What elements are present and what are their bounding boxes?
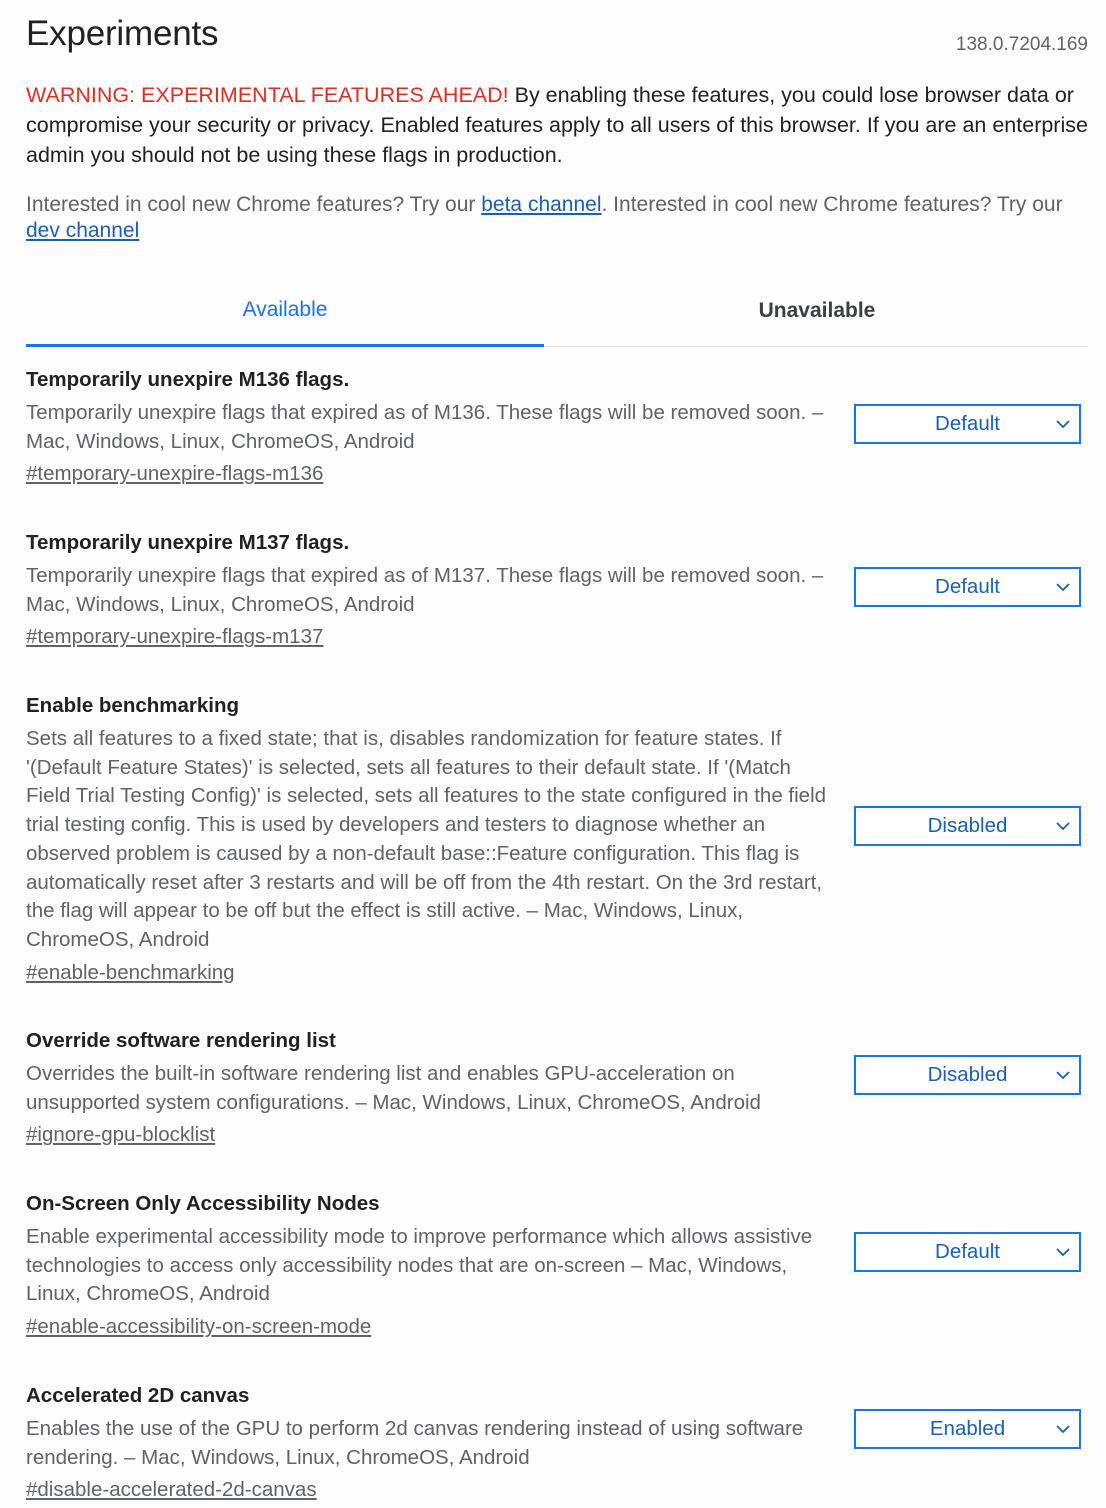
experiment-permalink[interactable]: #enable-benchmarking — [26, 960, 235, 984]
experiment-permalink[interactable]: #ignore-gpu-blocklist — [26, 1123, 216, 1147]
experiment-description: Sets all features to a fixed state; that is, disables randomization for feature states. If '(Default Feature States)' is selected, sets all features to their default state. If '(Match Field Trial Testing Config)' is selected, sets all features to the state configured in the field trial testing config. This is used by developers and testers to diagnose whether an observed problem is caused by a non-default base::Feature configuration. This flag is automatically reset after 3 restarts and will be off from the 4th restart. On the 3rd restart, the flag will appear to be off but the effect is still active. – Mac, Windows, Linux, ChromeOS, Android — [26, 727, 827, 951]
chevron-down-icon — [1053, 1419, 1073, 1439]
experiment-permalink[interactable]: #temporary-unexpire-flags-m136 — [26, 462, 324, 486]
experiment-item — [26, 367, 1088, 530]
select-value: Disabled — [927, 814, 1008, 837]
experiments-list — [26, 367, 1088, 1508]
channel-promo — [26, 192, 1088, 244]
chevron-down-icon — [1053, 1242, 1073, 1262]
experiment-title: Accelerated 2D canvas — [26, 1384, 250, 1407]
experiment-title: Temporarily unexpire M136 flags. — [26, 368, 350, 391]
experiment-permalink[interactable]: #enable-accessibility-on-screen-mode — [26, 1315, 372, 1339]
version-label: 138.0.7204.169 — [955, 34, 1088, 55]
experiment-state-select[interactable] — [854, 806, 1081, 846]
page-header — [26, 0, 1088, 64]
experiment-description: Overrides the built-in software rendering list and enables GPU-acceleration on unsupported system configurations. – Mac, Windows, Linux, ChromeOS, Android — [26, 1062, 761, 1114]
experiment-item — [26, 693, 1088, 1028]
experiment-permalink[interactable]: #temporary-unexpire-flags-m137 — [26, 625, 324, 649]
chevron-down-icon — [1053, 816, 1073, 836]
experiment-description: Enable experimental accessibility mode to improve performance which allows assistive technologies to access only accessibility nodes that are on-screen – Mac, Windows, Linux, ChromeOS, Android — [26, 1225, 813, 1306]
tab-bar — [26, 276, 1088, 347]
experiment-item — [26, 530, 1088, 693]
experiment-item — [26, 1028, 1088, 1191]
select-value: Default — [935, 575, 1000, 598]
experiment-state-select[interactable] — [854, 1232, 1081, 1272]
experiment-state-select[interactable] — [854, 567, 1081, 607]
select-value: Enabled — [929, 1417, 1006, 1440]
select-value: Disabled — [927, 1063, 1008, 1086]
experiment-description: Temporarily unexpire flags that expired as of M137. These flags will be removed soon. – Mac, Windows, Linux, ChromeOS, Android — [26, 564, 824, 616]
experiment-description: Enables the use of the GPU to perform 2d canvas rendering instead of using software rendering. – Mac, Windows, Linux, ChromeOS, Android — [26, 1417, 804, 1469]
experiment-state-select[interactable] — [854, 404, 1081, 444]
experiment-title: Temporarily unexpire M137 flags. — [26, 531, 350, 554]
experiment-title: Enable benchmarking — [26, 694, 240, 717]
promo-text-2: . Interested in cool new Chrome features? Try our — [601, 193, 1063, 216]
warning-prefix: WARNING: EXPERIMENTAL FEATURES AHEAD! — [26, 83, 509, 107]
experiment-state-select[interactable] — [854, 1055, 1081, 1095]
experiment-title: On-Screen Only Accessibility Nodes — [26, 1192, 380, 1215]
experiment-item — [26, 1383, 1088, 1508]
experiment-title: Override software rendering list — [26, 1029, 336, 1052]
page-title: Experiments — [26, 14, 219, 53]
experiment-description: Temporarily unexpire flags that expired as of M136. These flags will be removed soon. – Mac, Windows, Linux, ChromeOS, Android — [26, 401, 824, 453]
beta-channel-link[interactable]: beta channel — [481, 193, 602, 216]
chevron-down-icon — [1053, 577, 1073, 597]
warning-body: By enabling these features, you could lose browser data or compromise your security or privacy. Enabled features apply to all users of this browser. If you are an enterprise admin you should not be using these flags in production. — [26, 83, 1088, 167]
tab-unavailable[interactable]: Unavailable — [758, 299, 876, 322]
experiment-permalink[interactable]: #disable-accelerated-2d-canvas — [26, 1478, 317, 1502]
chevron-down-icon — [1053, 1065, 1073, 1085]
select-value: Default — [935, 412, 1000, 435]
experiment-item — [26, 1191, 1088, 1383]
warning-message — [26, 80, 1088, 170]
promo-text-1: Interested in cool new Chrome features? Try our — [26, 193, 482, 216]
flags-page — [26, 0, 1088, 1508]
experiment-state-select[interactable] — [854, 1409, 1081, 1449]
dev-channel-link[interactable]: dev channel — [26, 219, 140, 242]
chevron-down-icon — [1053, 414, 1073, 434]
select-value: Default — [935, 1240, 1000, 1263]
tab-available[interactable]: Available — [26, 276, 544, 347]
